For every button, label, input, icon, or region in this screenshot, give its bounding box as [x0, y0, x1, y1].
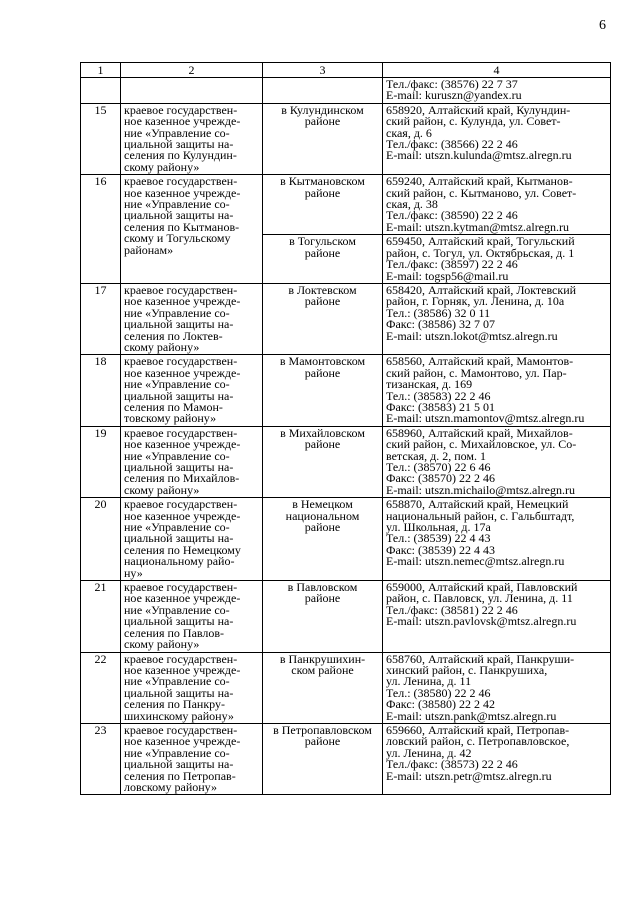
row-number: 21 — [81, 581, 121, 652]
table-row — [81, 103, 611, 174]
org-cell — [121, 652, 263, 723]
contact-cell-line: E-mail: utszn.michailo@mtsz.alregn.ru — [386, 482, 575, 497]
contact-cell-line: Тел./факс: (38573) 22 2 46 — [386, 757, 518, 772]
district-cell-line: районе — [304, 734, 341, 749]
org-cell-line: ние «Управление со- — [124, 197, 230, 212]
org-cell — [121, 723, 263, 794]
district-cell-line: районе — [304, 185, 341, 200]
contact-cell-line: Тел./факс: (38590) 22 2 46 — [386, 208, 518, 223]
org-cell-line: шихинскому району» — [124, 708, 234, 723]
org-cell-line: краевое государствен- — [124, 282, 238, 297]
row-number: 16 — [81, 175, 121, 284]
contact-cell — [383, 78, 611, 104]
table-row-continuation — [81, 78, 611, 104]
org-cell-line: селения по Кулундин- — [124, 148, 237, 163]
org-cell — [121, 498, 263, 581]
org-cell — [121, 355, 263, 426]
contact-cell-line: ская, д. 38 — [386, 197, 438, 212]
contact-cell — [383, 652, 611, 723]
org-cell-line: скому району» — [124, 482, 200, 497]
org-cell-line: циальной защиты на- — [124, 460, 234, 474]
org-cell-line: краевое государствен- — [124, 722, 238, 737]
district-cell — [263, 581, 383, 652]
org-cell-line: товскому району» — [124, 411, 217, 426]
contact-cell-line: Тел./факс: (38576) 22 7 37 — [386, 77, 518, 91]
district-cell-line: в Тогульском — [289, 234, 356, 249]
contact-cell-line: E-mail: togsp56@mail.ru — [386, 268, 509, 283]
org-cell-line: селения по Кытманов- — [124, 219, 240, 234]
org-cell-line: селения по Немецкому — [124, 542, 241, 557]
org-cell-line: ние «Управление со- — [124, 745, 230, 760]
org-cell-line: краевое государствен- — [124, 580, 238, 595]
org-cell — [121, 78, 263, 104]
org-cell-line: селения по Петропав- — [124, 768, 236, 783]
org-cell-line: ние «Управление со- — [124, 520, 230, 535]
org-cell-line: ное казенное учрежде- — [124, 294, 241, 309]
contact-cell-line: E-mail: utszn.mamontov@mtsz.alregn.ru — [386, 411, 585, 426]
district-cell-line: в Петропавловском — [273, 722, 372, 737]
org-cell-line: селения по Павлов- — [124, 625, 225, 640]
contact-cell-line: 658920, Алтайский край, Кулундин- — [386, 102, 571, 117]
contact-cell-line: ский район, с. Кытманово, ул. Совет- — [386, 185, 577, 200]
org-cell-line: ное казенное учрежде- — [124, 662, 241, 677]
org-cell-line: ние «Управление со- — [124, 674, 230, 689]
district-cell — [263, 498, 383, 581]
org-cell-line: ние «Управление со- — [124, 305, 230, 320]
contact-cell-line: E-mail: utszn.pank@mtsz.alregn.ru — [386, 708, 557, 723]
org-cell-line: ное казенное учрежде- — [124, 185, 241, 200]
district-cell-line: районе — [304, 294, 341, 309]
district-cell — [263, 355, 383, 426]
contact-cell-line: ветская, д. 2, пом. 1 — [386, 448, 487, 463]
org-cell-line: ное казенное учрежде- — [124, 437, 241, 452]
table-row — [81, 175, 611, 235]
district-cell-line: районе — [304, 437, 341, 452]
org-cell-line: ние «Управление со- — [124, 448, 230, 463]
contact-cell-line: E-mail: utszn.nemec@mtsz.alregn.ru — [386, 554, 565, 569]
org-cell-line: ние «Управление со- — [124, 377, 230, 392]
org-cell-line: циальной защиты на- — [124, 208, 234, 223]
org-cell-line: циальной защиты на- — [124, 317, 234, 332]
org-cell-line: скому и Тогульскому — [124, 231, 231, 246]
offices-table — [80, 62, 611, 795]
org-cell-line: краевое государствен- — [124, 174, 238, 189]
header-cell-4: 4 — [383, 63, 611, 78]
contact-cell-line: район, г. Горняк, ул. Ленина, д. 10а — [386, 294, 565, 309]
district-cell-line: районе — [304, 245, 341, 260]
contact-cell-line: национальный район, с. Гальбштадт, — [386, 508, 575, 523]
contact-cell — [383, 723, 611, 794]
org-cell — [121, 103, 263, 174]
contact-cell-line: Факс: (38583) 21 5 01 — [386, 399, 495, 414]
district-cell-line: в Кулундинском — [281, 102, 364, 117]
district-cell-line: национальном — [285, 508, 360, 523]
contact-cell-line: Тел./факс: (38581) 22 2 46 — [386, 602, 518, 617]
district-cell-line: районе — [304, 591, 341, 606]
contact-cell-line: хинский район, с. Панкрушиха, — [386, 662, 548, 677]
org-cell-line: циальной защиты на- — [124, 137, 234, 152]
contact-cell-line: Факс: (38539) 22 4 43 — [386, 542, 495, 557]
table-row — [81, 355, 611, 426]
row-number: 19 — [81, 426, 121, 497]
org-cell — [121, 426, 263, 497]
district-cell — [263, 283, 383, 354]
table-row — [81, 283, 611, 354]
org-cell-line: циальной защиты на- — [124, 614, 234, 629]
org-cell-line: ное казенное учрежде- — [124, 508, 241, 523]
header-row — [81, 63, 611, 78]
org-cell-line: ние «Управление со- — [124, 125, 230, 140]
contact-cell-line: Тел.: (38586) 32 0 11 — [386, 305, 491, 320]
district-cell-line: ском районе — [291, 662, 354, 677]
district-cell — [263, 103, 383, 174]
district-cell-line: в Немецком — [292, 497, 353, 512]
contact-cell-line: Факс: (38580) 22 2 42 — [386, 697, 495, 712]
row-number — [81, 78, 121, 104]
district-cell — [263, 723, 383, 794]
district-cell — [263, 175, 383, 235]
table-row — [81, 723, 611, 794]
org-cell-line: ну» — [124, 565, 143, 580]
org-cell-line: циальной защиты на- — [124, 757, 234, 772]
org-cell-line: циальной защиты на- — [124, 388, 234, 403]
district-cell-line: в Кытмановском — [280, 174, 365, 189]
contact-cell — [383, 426, 611, 497]
row-number: 22 — [81, 652, 121, 723]
contact-cell — [383, 498, 611, 581]
contact-cell-line: 658560, Алтайский край, Мамонтов- — [386, 354, 574, 369]
org-cell-line: селения по Михайлов- — [124, 471, 240, 486]
contact-cell-line: Тел.: (38580) 22 2 46 — [386, 685, 491, 700]
org-cell-line: циальной защиты на- — [124, 685, 234, 700]
contact-cell-line: E-mail: utszn.kulunda@mtsz.alregn.ru — [386, 148, 572, 163]
contact-cell-line: 658870, Алтайский край, Немецкий — [386, 497, 569, 512]
org-cell-line: ное казенное учрежде- — [124, 734, 241, 749]
contact-cell — [383, 581, 611, 652]
row-number: 15 — [81, 103, 121, 174]
table-row — [81, 581, 611, 652]
header-cell-3: 3 — [263, 63, 383, 78]
org-cell-line: скому району» — [124, 339, 200, 354]
district-cell — [263, 235, 383, 284]
org-cell-line: селения по Панкру- — [124, 697, 225, 712]
district-cell-line: в Локтевском — [288, 282, 357, 297]
district-cell — [263, 78, 383, 104]
contact-cell-line: ский район, с. Михайловское, ул. Со- — [386, 437, 577, 452]
contact-cell-line: район, с. Тогул, ул. Октябрьская, д. 1 — [386, 245, 575, 260]
contact-cell-line: Тел./факс: (38597) 22 2 46 — [386, 257, 518, 272]
contact-cell-line: Тел.: (38570) 22 6 46 — [386, 460, 491, 474]
contact-cell-line: Тел./факс: (38566) 22 2 46 — [386, 137, 518, 152]
contact-cell — [383, 235, 611, 284]
district-cell-line: районе — [304, 520, 341, 535]
contact-cell — [383, 103, 611, 174]
org-cell-line: краевое государствен- — [124, 651, 238, 666]
table-row — [81, 498, 611, 581]
org-cell-line: национальному райо- — [124, 554, 235, 569]
contact-cell-line: 658960, Алтайский край, Михайлов- — [386, 425, 573, 440]
contact-cell-line: E-mail: kuruszn@yandex.ru — [386, 88, 522, 103]
org-cell-line: краевое государствен- — [124, 425, 238, 440]
row-number: 20 — [81, 498, 121, 581]
contact-cell-line: E-mail: utszn.lokot@mtsz.alregn.ru — [386, 328, 558, 343]
contact-cell-line: 659660, Алтайский край, Петропав- — [386, 722, 570, 737]
contact-cell-line: Факс: (38586) 32 7 07 — [386, 317, 495, 332]
contact-cell-line: 659000, Алтайский край, Павловский — [386, 580, 578, 595]
district-cell — [263, 652, 383, 723]
org-cell — [121, 581, 263, 652]
org-cell-line: циальной защиты на- — [124, 531, 234, 546]
contact-cell — [383, 175, 611, 235]
org-cell-line: ние «Управление со- — [124, 602, 230, 617]
page-number: 6 — [599, 18, 606, 33]
district-cell-line: в Михайловском — [280, 425, 365, 440]
contact-cell-line: 659240, Алтайский край, Кытманов- — [386, 174, 573, 189]
contact-cell-line: 658420, Алтайский край, Локтевский — [386, 282, 577, 297]
row-number: 23 — [81, 723, 121, 794]
district-cell-line: в Павловском — [287, 580, 358, 595]
contact-cell-line: ский район, с. Мамонтово, ул. Пар- — [386, 365, 567, 380]
contact-cell-line: Тел.: (38539) 22 4 43 — [386, 531, 491, 546]
district-cell — [263, 426, 383, 497]
contact-cell-line: Факс: (38570) 22 2 46 — [386, 471, 495, 486]
contact-cell-line: ский район, с. Кулунда, ул. Совет- — [386, 114, 561, 129]
row-number: 17 — [81, 283, 121, 354]
contact-cell-line: Тел.: (38583) 22 2 46 — [386, 388, 491, 403]
contact-cell — [383, 283, 611, 354]
header-cell-2: 2 — [121, 63, 263, 78]
contact-cell-line: 658760, Алтайский край, Панкруши- — [386, 651, 575, 666]
contact-cell — [383, 355, 611, 426]
org-cell-line: краевое государствен- — [124, 102, 238, 117]
contact-cell-line: ул. Школьная, д. 17а — [386, 520, 491, 535]
table-row — [81, 426, 611, 497]
district-cell-line: районе — [304, 365, 341, 380]
district-cell-line: районе — [304, 114, 341, 129]
org-cell-line: селения по Мамон- — [124, 399, 223, 414]
contact-cell-line: E-mail: utszn.pavlovsk@mtsz.alregn.ru — [386, 614, 577, 629]
table-row — [81, 652, 611, 723]
org-cell-line: районам» — [124, 242, 174, 257]
contact-cell-line: 659450, Алтайский край, Тогульский — [386, 234, 575, 249]
contact-cell-line: ская, д. 6 — [386, 125, 432, 140]
contact-cell-line: E-mail: utszn.kytman@mtsz.alregn.ru — [386, 219, 570, 234]
org-cell-line: селения по Локтев- — [124, 328, 223, 343]
org-cell-line: скому району» — [124, 637, 200, 652]
org-cell-line: ное казенное учрежде- — [124, 114, 241, 129]
contact-cell-line: ул. Ленина, д. 42 — [386, 745, 472, 760]
org-cell-line: ное казенное учрежде- — [124, 365, 241, 380]
district-cell-line: в Мамонтовском — [279, 354, 366, 369]
org-cell — [121, 175, 263, 284]
contact-cell-line: ловский район, с. Петропавловское, — [386, 734, 570, 749]
org-cell-line: скому району» — [124, 159, 200, 174]
contact-cell-line: район, с. Павловск, ул. Ленина, д. 11 — [386, 591, 573, 606]
contact-cell-line: E-mail: utszn.petr@mtsz.alregn.ru — [386, 768, 552, 783]
header-cell-1: 1 — [81, 63, 121, 78]
org-cell-line: ловскому району» — [124, 779, 217, 794]
contact-cell-line: ул. Ленина, д. 11 — [386, 674, 472, 689]
contact-cell-line: тизанская, д. 169 — [386, 377, 473, 392]
district-cell-line: в Панкрушихин- — [279, 651, 366, 666]
org-cell-line: краевое государствен- — [124, 497, 238, 512]
org-cell — [121, 283, 263, 354]
table-body — [81, 63, 611, 795]
row-number: 18 — [81, 355, 121, 426]
org-cell-line: краевое государствен- — [124, 354, 238, 369]
org-cell-line: ное казенное учрежде- — [124, 591, 241, 606]
